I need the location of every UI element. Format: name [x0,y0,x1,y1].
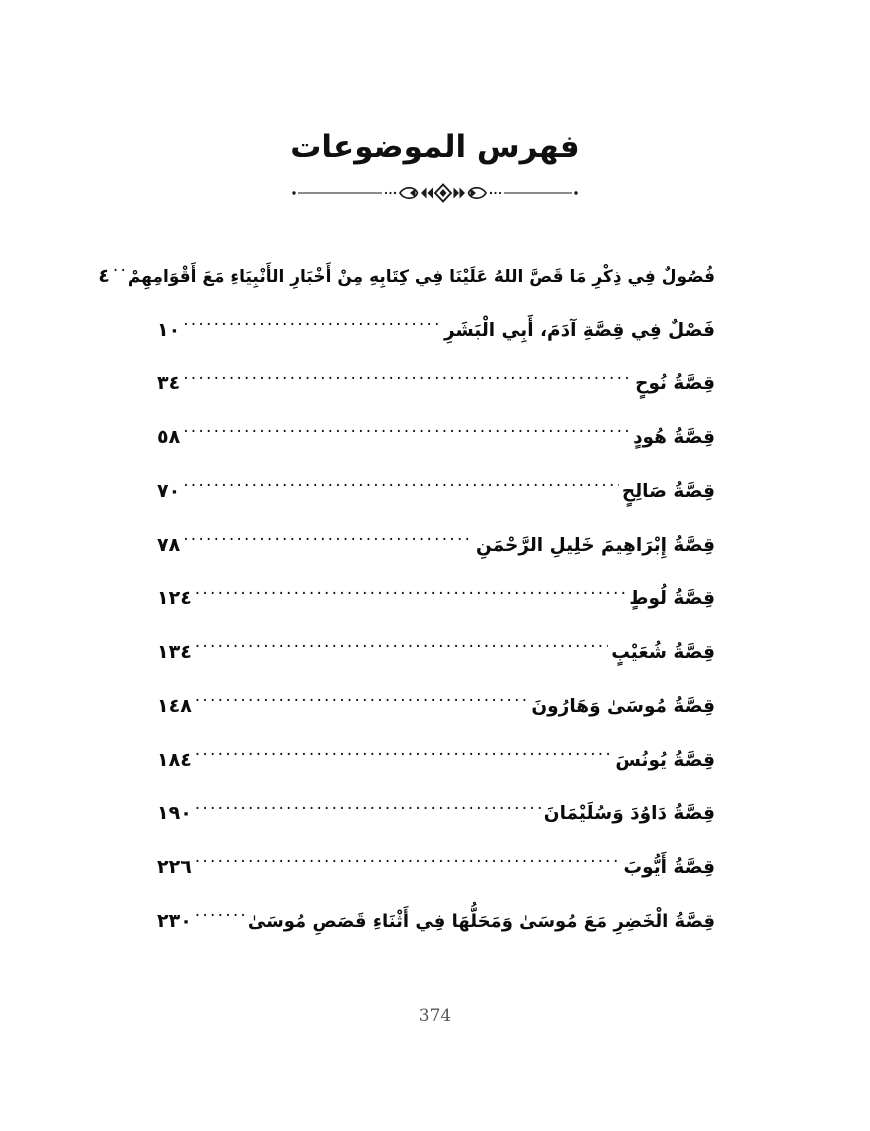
toc-entry-page-number: ٢٣٠ [157,909,192,932]
toc-entry-label: فَصْلٌ فِي قِصَّةِ آدَمَ، أَبِي الْبَشَرِ [443,319,715,341]
toc-leader-dots [113,264,125,283]
toc-entry-label: قِصَّةُ أَيُّوبَ [623,857,715,878]
toc-entry[interactable] [98,262,715,291]
toc-entry-label: قِصَّةُ هُودٍ [633,427,715,448]
toc-entry-page-number: ١٠ [157,318,181,341]
ornamental-divider [290,181,580,205]
title-block [0,128,870,205]
toc-leader-dots [183,371,632,390]
toc-entry[interactable] [155,799,715,828]
page-folio-number: 374 [418,1006,452,1026]
toc-entry[interactable] [155,746,715,775]
toc-entry[interactable] [155,584,715,613]
toc-leader-dots [183,478,619,497]
toc-entry-label: قِصَّةُ صَالِحٍ [621,480,715,502]
toc-entry-page-number: ١٤٨ [157,694,192,717]
toc-leader-dots [195,801,541,820]
toc-leader-dots [195,855,621,874]
toc-leader-dots [183,317,441,336]
toc-entry[interactable] [155,531,715,560]
toc-leader-dots [183,532,473,551]
toc-entry[interactable] [155,369,715,398]
toc-entry-page-number: ١٣٤ [157,641,192,663]
toc-entry[interactable] [155,477,715,506]
toc-entry-page-number: ٤ [98,265,110,287]
divider-icon [290,181,580,205]
toc-entry-label: قِصَّةُ إِبْرَاهِيمَ خَلِيلِ الرَّحْمَنِ [475,534,715,556]
toc-entry[interactable] [155,692,715,721]
toc-entry-page-number: ٥٨ [157,426,181,448]
toc-entry-page-number: ١٨٤ [157,748,192,771]
toc-entry[interactable] [155,907,715,936]
page-title: فهرس الموضوعات [290,129,580,165]
toc-entry-page-number: ٢٢٦ [157,856,192,878]
toc-entry-page-number: ٧٠ [157,479,181,502]
toc-entry-page-number: ١٩٠ [157,802,192,825]
toc-entry-page-number: ٣٤ [157,372,181,395]
toc-leader-dots [195,640,608,659]
toc-entry-label: قِصَّةُ نُوحٍ [635,373,715,395]
toc-leader-dots [195,908,245,927]
toc-list [98,262,715,935]
toc-entry[interactable] [155,853,715,882]
toc-leader-dots [195,693,529,712]
toc-entry[interactable] [155,638,715,667]
toc-entry-label: قِصَّةُ دَاوُدَ وَسُلَيْمَانَ [543,803,715,825]
toc-entry-label: فُصُولٌ فِي ذِكْرِ مَا قَصَّ اللهُ عَلَيْنَا فِي كِتَابِهِ مِنْ أَخْبَارِ الأَنْبِيَاءِ مَعَ أَقْوَامِهِمْ [127,267,715,287]
toc-entry-label: قِصَّةُ لُوطٍ [629,588,715,610]
toc-entry-page-number: ١٢٤ [157,587,192,610]
toc-leader-dots [183,425,630,444]
toc-entry-label: قِصَّةُ يُونُسَ [615,749,715,771]
toc-entry-label: قِصَّةُ شُعَيْبٍ [611,642,715,663]
toc-leader-dots [195,586,626,605]
toc-entry-page-number: ٧٨ [157,533,181,556]
toc-entry[interactable] [155,423,715,452]
toc-entry-label: قِصَّةُ مُوسَىٰ وَهَارُونَ [531,695,715,717]
toc-entry-label: قِصَّةُ الْخَضِرِ مَعَ مُوسَىٰ وَمَحَلُّهَا فِي أَثْنَاءِ قَصَصِ مُوسَىٰ [247,910,715,932]
toc-leader-dots [195,747,613,766]
toc-entry[interactable] [155,316,715,345]
